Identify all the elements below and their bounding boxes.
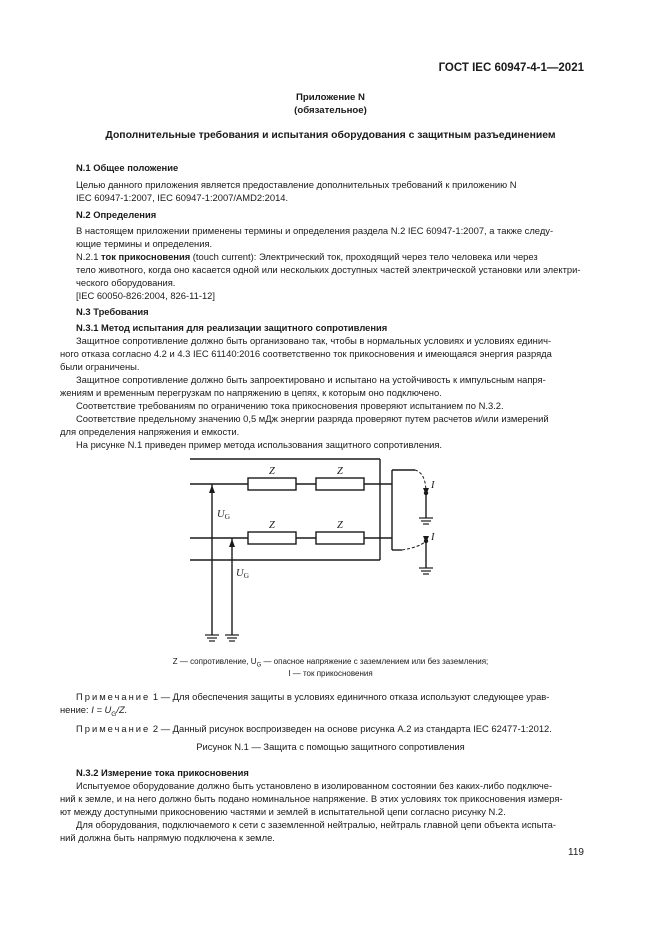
label-z1: Z bbox=[269, 466, 275, 477]
legend-sub: G bbox=[256, 662, 262, 669]
ug-sub: G bbox=[243, 571, 250, 580]
label-z4: Z bbox=[337, 520, 343, 531]
text-line: ний должна быть напрямую подключена к земле. bbox=[60, 832, 275, 843]
subsection-heading-n31: N.3.1 Метод испытания для реализации защитного сопротивления bbox=[76, 322, 388, 333]
term-definition-line bbox=[76, 250, 584, 264]
ground-symbol-4 bbox=[419, 568, 433, 574]
text-line: На рисунке N.1 приведен пример метода использования защитного сопротивления. bbox=[76, 439, 443, 450]
text-line: Защитное сопротивление должно быть организовано так, чтобы в нормальных условиях и условиях единич- bbox=[76, 335, 552, 346]
ground-symbol-1 bbox=[205, 635, 219, 641]
note-label: Примечание bbox=[76, 691, 151, 702]
text-line: Испытуемое оборудование должно быть установлено в изолированном состоянии без каких-либо подключе- bbox=[76, 780, 553, 791]
text-line: ного отказа согласно 4.2 и 4.3 IEC 61140:2016 соответственно ток прикосновения и имеющаяся энергия разряда bbox=[60, 348, 552, 359]
note-text: 1 — Для обеспечения защиты в условиях единичного отказа используют следующее урав- bbox=[150, 691, 550, 702]
note-2 bbox=[76, 722, 584, 736]
note-label: Примечание bbox=[76, 723, 151, 734]
section-heading-n1: N.1 Общее положение bbox=[76, 162, 179, 173]
appendix-title: Приложение N bbox=[296, 92, 365, 103]
label-i-2: I bbox=[431, 532, 435, 543]
text-line: В настоящем приложении применены термины и определения раздела N.2 IEC 60947-1:2007, а также следу- bbox=[76, 225, 554, 236]
text-line: Для оборудования, подключаемого к сети с заземленной нейтралью, нейтраль главной цепи объекта испыта- bbox=[76, 819, 556, 830]
arrow-ug-2 bbox=[229, 539, 235, 547]
term-name: ток прикосновения bbox=[101, 251, 191, 262]
ug-main: U bbox=[236, 568, 244, 579]
ug-main: U bbox=[217, 509, 225, 520]
text-line: Защитное сопротивление должно быть запроектировано и испытано на устойчивость к импульсным напря- bbox=[76, 374, 546, 385]
note-text: нение: bbox=[60, 704, 92, 715]
section-heading-n2: N.2 Определения bbox=[76, 209, 157, 220]
note-text: 2 — Данный рисунок воспроизведен на основе рисунка A.2 из стандарта IEC 62477-1:2012. bbox=[150, 723, 552, 734]
arrow-ug-1 bbox=[209, 485, 215, 493]
text-line: тело животного, когда оно касается одной или нескольких доступных частей электрической установки или электри- bbox=[76, 264, 581, 275]
figure-n1-diagram bbox=[190, 455, 480, 655]
text-line: жениям и временным перегрузкам по напряжению в цепях, к которым оно подключено. bbox=[60, 387, 442, 398]
section-heading-n3: N.3 Требования bbox=[76, 306, 149, 317]
figure-caption: Рисунок N.1 — Защита с помощью защитного сопротивления bbox=[196, 741, 465, 752]
text-line: ний к земле, и на него должно быть подано номинальное напряжение. В этих условиях ток прикосновения измеря- bbox=[60, 793, 563, 804]
touch-point-1 bbox=[424, 491, 428, 495]
text-line: для определения напряжения и емкости. bbox=[60, 426, 240, 437]
resistor-z4 bbox=[316, 532, 364, 544]
resistor-z1 bbox=[248, 478, 296, 490]
label-z3: Z bbox=[269, 520, 275, 531]
touch-point-2 bbox=[424, 539, 428, 543]
ground-symbol-2 bbox=[225, 635, 239, 641]
text-line: Соответствие предельному значению 0,5 мДж энергии разряда проверяют путем расчетов и/или измерений bbox=[76, 413, 549, 424]
text-line: Целью данного приложения является предоставление дополнительных требований к приложению N bbox=[76, 179, 517, 190]
term-number: N.2.1 bbox=[76, 251, 102, 262]
text-line: были ограничены. bbox=[60, 361, 140, 372]
note-1-equation-line bbox=[60, 703, 568, 722]
text-line: ют между доступными прикосновению частями и землей в испытательной цепи согласно рисунку N.2. bbox=[60, 806, 506, 817]
ground-symbol-3 bbox=[419, 518, 433, 524]
label-z2: Z bbox=[337, 466, 343, 477]
text-line: ющие термины и определения. bbox=[76, 238, 213, 249]
figure-legend-line2: I — ток прикосновения bbox=[288, 669, 373, 678]
ug-sub: G bbox=[224, 512, 231, 521]
page-number: 119 bbox=[568, 847, 584, 858]
resistor-z3 bbox=[248, 532, 296, 544]
document-title: Дополнительные требования и испытания оборудования с защитным разъединением bbox=[105, 130, 556, 141]
equation: I = U bbox=[91, 704, 112, 715]
note-1 bbox=[76, 690, 584, 704]
equation-sub: G bbox=[111, 710, 117, 718]
subsection-heading-n32: N.3.2 Измерение тока прикосновения bbox=[76, 767, 249, 778]
equation-end: /Z. bbox=[116, 704, 128, 715]
standard-header: ГОСТ IEC 60947-4-1—2021 bbox=[438, 62, 584, 74]
term-text: (touch current): Электрический ток, проходящий через тело человека или через bbox=[190, 251, 538, 262]
text-line: IEC 60947-1:2007, IEC 60947-1:2007/AMD2:2014. bbox=[76, 192, 289, 203]
label-ug-2 bbox=[236, 568, 250, 580]
appendix-subtitle: (обязательное) bbox=[294, 105, 367, 116]
text-line: ческого оборудования. bbox=[76, 277, 176, 288]
dashed-connector-2 bbox=[402, 541, 426, 550]
text-line: Соответствие требованиям по ограничению тока прикосновения проверяют испытанием по N.3.2. bbox=[76, 400, 504, 411]
legend-text-rest: — опасное напряжение с заземлением или без заземления; bbox=[261, 657, 489, 666]
label-ug-1 bbox=[217, 509, 231, 521]
label-i-1: I bbox=[431, 480, 435, 491]
resistor-z2 bbox=[316, 478, 364, 490]
legend-text: Z — сопротивление, U bbox=[172, 657, 257, 666]
reference-line: [IEC 60050-826:2004, 826-11-12] bbox=[76, 290, 215, 301]
